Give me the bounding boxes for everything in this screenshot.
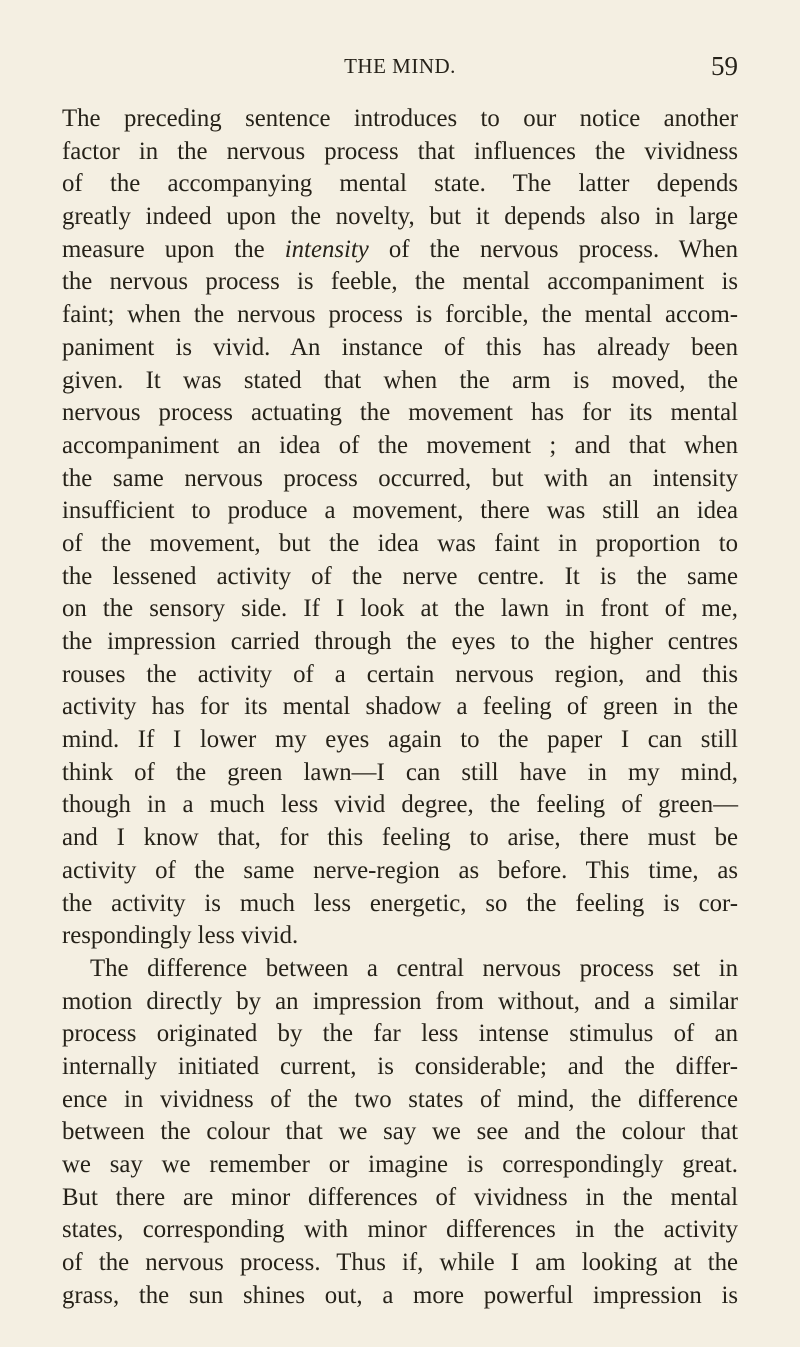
- text-segment: measure upon the: [62, 235, 285, 263]
- text-line: though in a much less vivid degree, the feeling of green—: [62, 791, 738, 819]
- text-line: of the nervous process. Thus if, while I am looking at the: [62, 1249, 738, 1277]
- text-line: between the colour that we say we see and the colour that: [62, 1118, 738, 1146]
- text-line: of the movement, but the idea was faint in proportion to: [62, 529, 738, 557]
- text-line: given. It was stated that when the arm is moved, the: [62, 366, 738, 394]
- page-number: 59: [711, 51, 738, 81]
- text-line: and I know that, for this feeling to arise, there must be: [62, 824, 738, 852]
- text-line: accompaniment an idea of the movement ; and that when: [62, 431, 738, 459]
- text-line: the impression carried through the eyes to the higher centres: [62, 628, 738, 655]
- text-line: the nervous process is feeble, the mental accompaniment is: [62, 268, 738, 296]
- text-line: the activity is much less energetic, so the feeling is cor-: [62, 889, 738, 917]
- text-line: grass, the sun shines out, a more powerful impression is: [62, 1281, 738, 1309]
- text-line: of the accompanying mental state. The latter depends: [62, 170, 738, 198]
- text-line: ence in vividness of the two states of mind, the difference: [62, 1085, 738, 1113]
- text-line: on the sensory side. If I look at the lawn in front of me,: [62, 595, 738, 623]
- text-line: motion directly by an impression from without, and a similar: [62, 987, 738, 1015]
- emphasized-word: intensity: [284, 235, 369, 263]
- text-line: insufficient to produce a movement, there was still an idea: [62, 497, 738, 525]
- paragraph-last-line: respondingly less vivid.: [62, 922, 299, 950]
- text-line: [62, 234, 738, 267]
- text-segment: of the nervous process. When: [368, 235, 738, 263]
- text-line: greatly indeed upon the novelty, but it depends also in large: [62, 203, 738, 231]
- text-line: we say we remember or imagine is correspondingly great.: [62, 1151, 738, 1178]
- text-line: The preceding sentence introduces to our notice another: [62, 105, 738, 132]
- paragraph-first-line: The difference between a central nervous process set in: [90, 954, 738, 982]
- text-line: factor in the nervous process that influences the vividness: [62, 137, 738, 165]
- running-title: THE MIND.: [344, 54, 456, 78]
- page-header: [62, 51, 738, 84]
- text-line: activity of the same nerve-region as before. This time, as: [62, 856, 738, 884]
- text-line: faint; when the nervous process is forcible, the mental accom-: [62, 301, 738, 329]
- text-line: nervous process actuating the movement has for its mental: [62, 399, 738, 427]
- text-line: internally initiated current, is considerable; and the differ-: [62, 1052, 738, 1080]
- body-text: [62, 103, 738, 1312]
- text-line: process originated by the far less intense stimulus of an: [62, 1020, 738, 1048]
- text-line: think of the green lawn—I can still have in my mind,: [62, 758, 738, 786]
- text-line: But there are minor differences of vividness in the mental: [62, 1183, 738, 1211]
- text-line: activity has for its mental shadow a feeling of green in the: [62, 693, 738, 721]
- text-line: rouses the activity of a certain nervous region, and this: [62, 660, 738, 688]
- text-line: the lessened activity of the nerve centre. It is the same: [62, 562, 738, 590]
- text-line: mind. If I lower my eyes again to the paper I can still: [62, 726, 738, 754]
- text-line: states, corresponding with minor differences in the activity: [62, 1216, 738, 1244]
- text-line: paniment is vivid. An instance of this has already been: [62, 333, 738, 361]
- text-line: the same nervous process occurred, but with an intensity: [62, 464, 738, 492]
